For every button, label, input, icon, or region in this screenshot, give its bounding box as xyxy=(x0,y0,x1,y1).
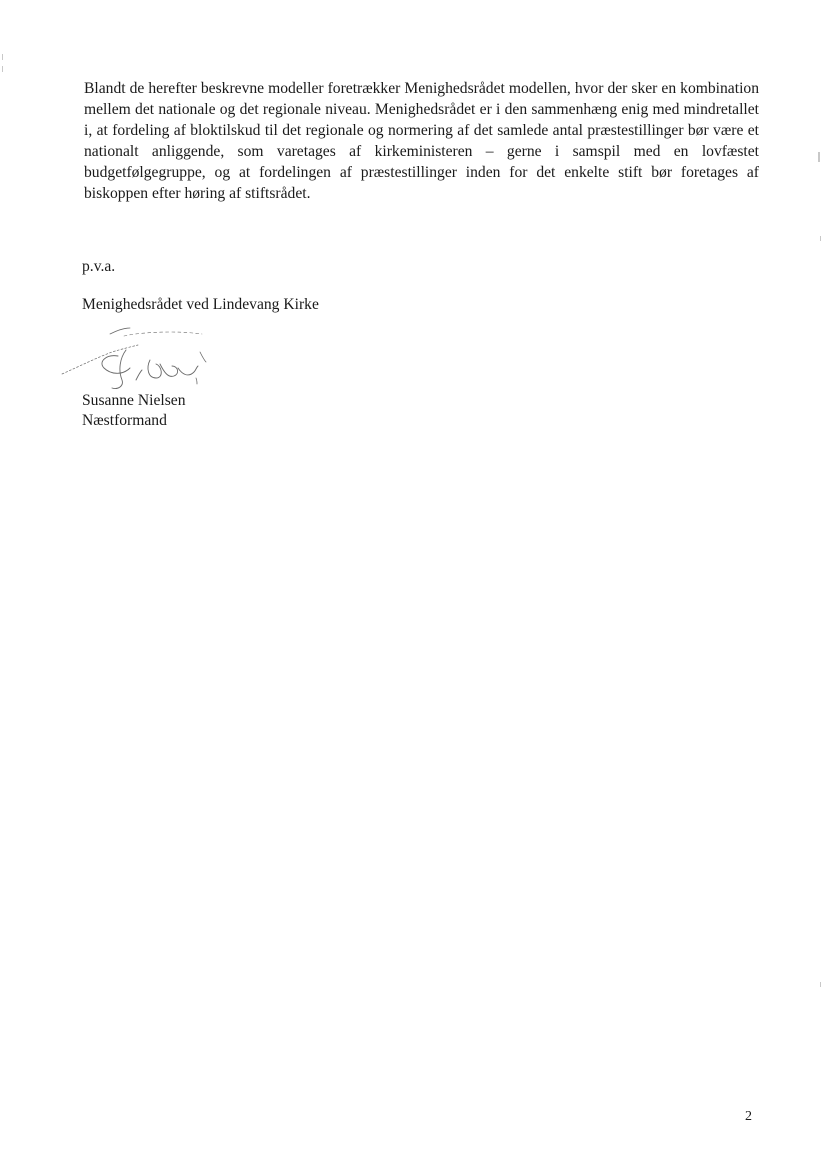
signer-name: Susanne Nielsen xyxy=(82,392,186,409)
scan-edge-mark xyxy=(2,54,3,60)
scan-edge-mark xyxy=(820,236,821,241)
scan-edge-mark xyxy=(2,66,3,72)
signer-title: Næstformand xyxy=(82,412,167,429)
body-paragraph: Blandt de herefter beskrevne modeller foretrækker Menighedsrådet modellen, hvor der sker en kombination mellem det nationale og det regionale niveau. Menighedsrådet er i den sammenhæng enig med mindretallet i, at fordeling af bloktilskud til det regionale og normering af det samlede antal præstestillinger bør være et nationalt anliggende, som varetages af kirkeministeren – gerne i samspil med en lovfæstet budgetfølgegruppe, og at fordelingen af præstestillinger inden for det enkelte stift bør foretages af biskoppen efter høring af stiftsrådet. xyxy=(84,80,759,202)
page-number: 2 xyxy=(745,1109,752,1124)
on-behalf-of-label: p.v.a. xyxy=(82,258,116,275)
scan-edge-mark xyxy=(820,982,821,987)
council-name: Menighedsrådet ved Lindevang Kirke xyxy=(82,296,319,313)
scan-edge-mark xyxy=(818,152,820,162)
handwritten-signature xyxy=(60,322,230,394)
